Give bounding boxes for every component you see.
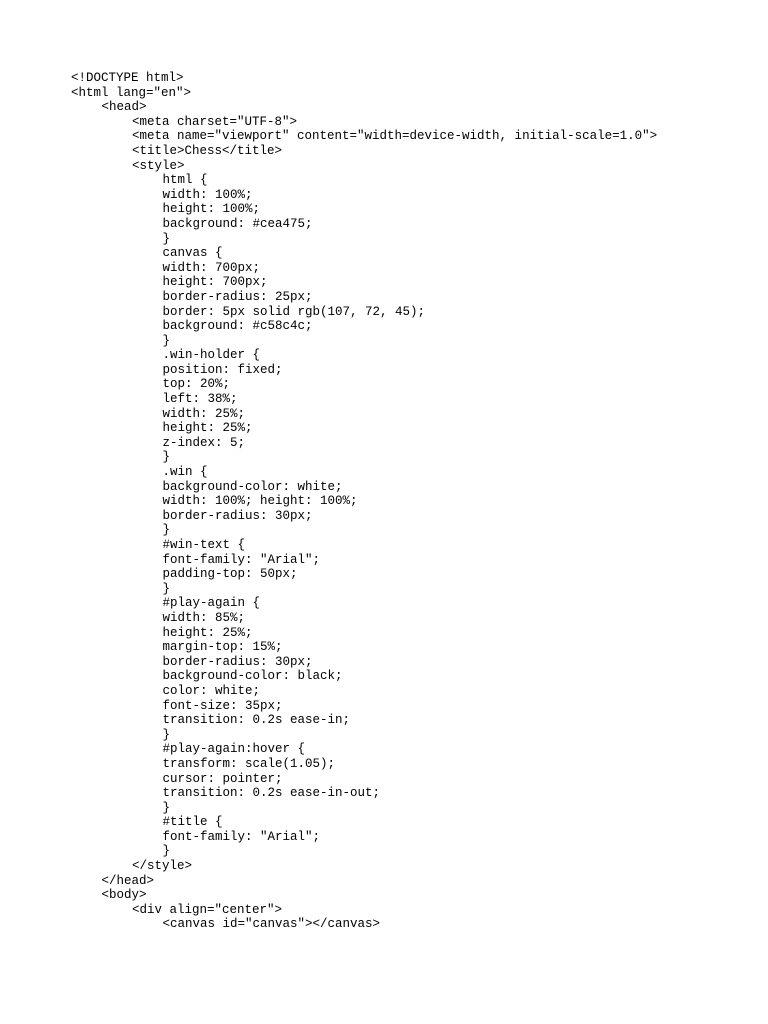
code-line: padding-top: 50px; bbox=[162, 567, 298, 582]
code-line: transition: 0.2s ease-in-out; bbox=[162, 786, 381, 801]
code-line: font-size: 35px; bbox=[162, 698, 283, 713]
code-line: } bbox=[162, 450, 171, 465]
code-line: width: 700px; bbox=[162, 260, 261, 275]
code-line: transition: 0.2s ease-in; bbox=[162, 713, 351, 728]
code-line: position: fixed; bbox=[162, 362, 283, 377]
code-line: height: 25%; bbox=[162, 625, 253, 640]
code-line: font-family: "Arial"; bbox=[162, 552, 321, 567]
code-line: margin-top: 15%; bbox=[162, 640, 283, 655]
code-line: } bbox=[162, 844, 171, 859]
code-line: } bbox=[162, 581, 171, 596]
code-line: } bbox=[162, 727, 171, 742]
code-line: </head> bbox=[101, 873, 155, 888]
code-line: cursor: pointer; bbox=[162, 771, 283, 786]
code-line: background: #cea475; bbox=[162, 216, 313, 231]
code-line: <html lang="en"> bbox=[71, 85, 192, 100]
code-line: } bbox=[162, 333, 171, 348]
code-line: color: white; bbox=[162, 683, 261, 698]
code-line: width: 100%; bbox=[162, 187, 253, 202]
code-line: } bbox=[162, 523, 171, 538]
code-line: .win-holder { bbox=[162, 348, 261, 363]
code-line: .win { bbox=[162, 465, 208, 480]
code-line: #play-again:hover { bbox=[162, 742, 306, 757]
code-line: background-color: black; bbox=[162, 669, 343, 684]
code-line: } bbox=[162, 800, 171, 815]
code-line: <div align="center"> bbox=[132, 902, 283, 917]
code-line: <!DOCTYPE html> bbox=[71, 71, 184, 85]
code-line: } bbox=[162, 231, 171, 246]
code-line: height: 700px; bbox=[162, 275, 268, 290]
code-line: left: 38%; bbox=[162, 392, 238, 407]
code-line: transform: scale(1.05); bbox=[162, 756, 336, 771]
code-line: border: 5px solid rgb(107, 72, 45); bbox=[162, 304, 426, 319]
code-line: #play-again { bbox=[162, 596, 261, 611]
code-line: width: 100%; height: 100%; bbox=[162, 494, 358, 509]
code-line: background-color: white; bbox=[162, 479, 343, 494]
code-line: border-radius: 30px; bbox=[162, 654, 313, 669]
code-line: <body> bbox=[101, 888, 147, 903]
code-line: z-index: 5; bbox=[162, 435, 246, 450]
code-line: html { bbox=[162, 173, 208, 188]
code-line: height: 25%; bbox=[162, 421, 253, 436]
code-line: font-family: "Arial"; bbox=[162, 829, 321, 844]
code-line: border-radius: 30px; bbox=[162, 508, 313, 523]
code-line: <meta charset="UTF-8"> bbox=[132, 114, 298, 129]
code-line: <style> bbox=[132, 158, 185, 173]
code-line: width: 25%; bbox=[162, 406, 246, 421]
code-line: #title { bbox=[162, 815, 223, 830]
code-line: #win-text { bbox=[162, 538, 246, 552]
code-line: canvas { bbox=[162, 246, 223, 261]
code-line: <title>Chess</title> bbox=[132, 143, 283, 158]
code-line: <head> bbox=[101, 100, 147, 115]
code-line: border-radius: 25px; bbox=[162, 289, 313, 304]
code-line: width: 85%; bbox=[162, 610, 246, 625]
code-line: background: #c58c4c; bbox=[162, 319, 313, 334]
code-line: <meta name="viewport" content="width=device-width, initial-scale=1.0"> bbox=[132, 129, 658, 144]
code-line: <canvas id="canvas"></canvas> bbox=[162, 917, 381, 932]
code-listing bbox=[71, 71, 751, 932]
code-line: </style> bbox=[132, 859, 193, 874]
code-line: top: 20%; bbox=[162, 377, 231, 392]
code-line: height: 100%; bbox=[162, 202, 261, 217]
